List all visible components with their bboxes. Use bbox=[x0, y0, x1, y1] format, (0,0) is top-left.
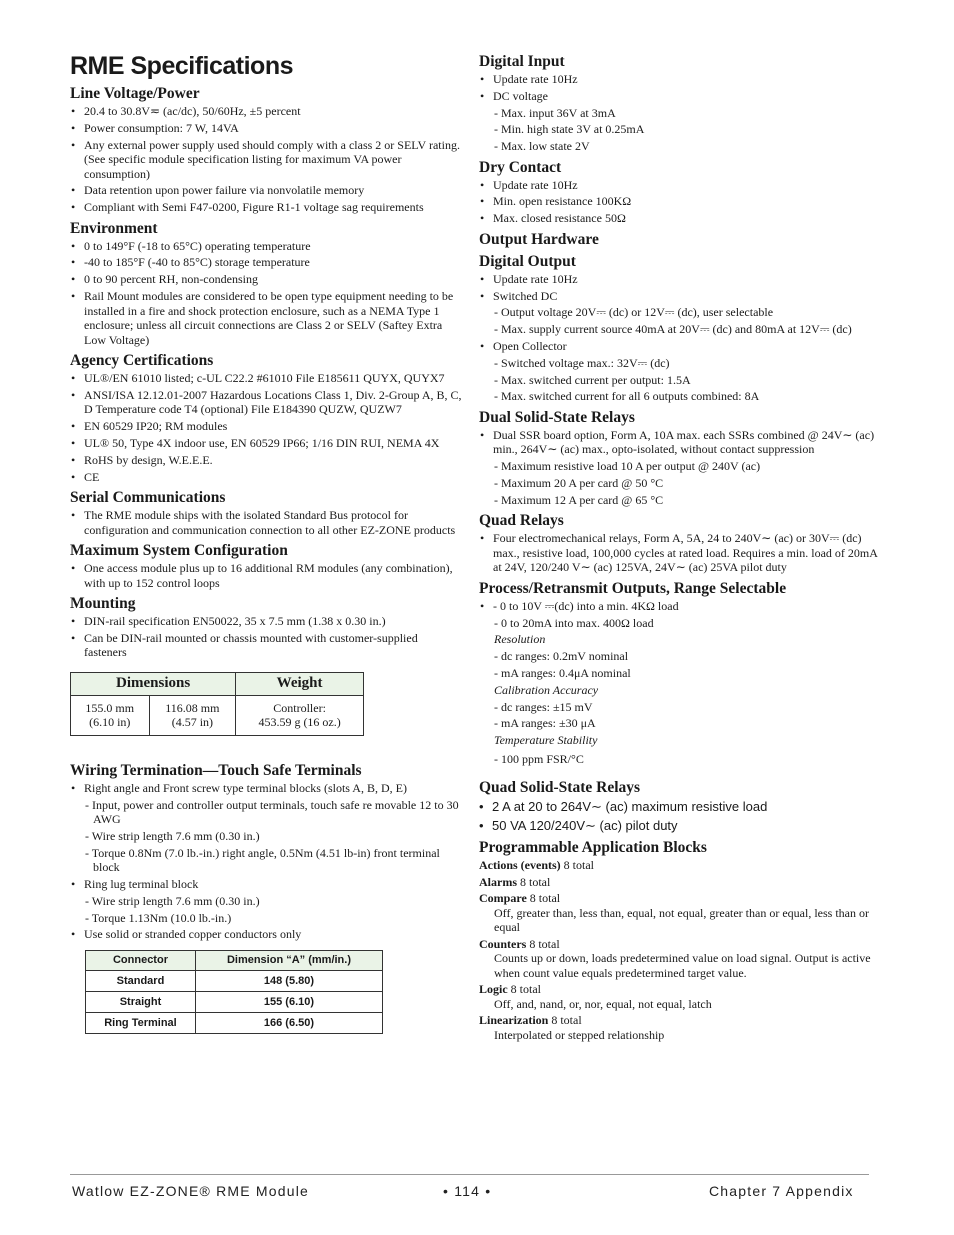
list-item: • Data retention upon power failure via nonvolatile memory bbox=[70, 183, 462, 198]
term-value: 8 total bbox=[517, 874, 551, 889]
sub-item: - Max. input 36V at 3mA bbox=[494, 105, 616, 120]
agency-list bbox=[70, 371, 462, 484]
sub-item: - Maximum resistive load 10 A per output @ 240V (ac) bbox=[494, 459, 761, 474]
sub-item: - mA ranges: ±30 μA bbox=[494, 716, 596, 731]
table-cell: Standard bbox=[86, 970, 196, 991]
dimension-cell: 155.0 mm (6.10 in) bbox=[71, 695, 150, 735]
pab-compare bbox=[479, 891, 879, 935]
list-item: • Can be DIN-rail mounted or chassis mounted with customer-supplied fasteners bbox=[70, 631, 462, 660]
list-item: • 0 to 90 percent RH, non-condensing bbox=[70, 272, 462, 287]
list-item: • One access module plus up to 16 additional RM modules (any combination), with up to 152 control loops bbox=[70, 561, 462, 590]
list-item: • EN 60529 IP20; RM modules bbox=[70, 419, 462, 434]
page-title: RME Specifications bbox=[70, 52, 293, 80]
output-hardware-heading: Output Hardware bbox=[479, 230, 599, 248]
term-value: 8 total bbox=[526, 936, 560, 951]
pab-list bbox=[479, 858, 879, 1042]
right-column bbox=[479, 52, 879, 1044]
term: Actions (events) bbox=[479, 858, 561, 873]
term-description: Interpolated or stepped relationship bbox=[494, 1027, 665, 1042]
list-item: • Power consumption: 7 W, 14VA bbox=[70, 121, 462, 136]
quad-relays-heading: Quad Relays bbox=[479, 512, 564, 530]
list-item: • UL® 50, Type 4X indoor use, EN 60529 IP66; 1/16 DIN RUI, NEMA 4X bbox=[70, 436, 462, 451]
list-item: • 2 A at 20 to 264V∼ (ac) maximum resistive load bbox=[479, 798, 879, 815]
temperature-label: Temperature Stability bbox=[494, 733, 598, 748]
term-value: 8 total bbox=[548, 1013, 582, 1028]
dimension-cell: 116.08 mm (4.57 in) bbox=[149, 695, 236, 735]
max-config-list bbox=[70, 561, 462, 590]
dry-contact-heading: Dry Contact bbox=[479, 158, 562, 176]
term-value: 8 total bbox=[560, 858, 594, 873]
list-item: • Open Collector bbox=[479, 339, 879, 354]
footer-divider bbox=[70, 1174, 869, 1175]
sub-item: - Output voltage 20V⎓ (dc) or 12V⎓ (dc), user selectable bbox=[494, 305, 774, 320]
term-description: Off, and, nand, or, nor, equal, not equal, latch bbox=[494, 996, 712, 1011]
calibration-label: Calibration Accuracy bbox=[494, 682, 599, 697]
list-item: • Ring lug terminal block bbox=[70, 877, 462, 892]
digital-input-heading: Digital Input bbox=[479, 53, 565, 70]
dimensions-table bbox=[70, 672, 364, 736]
list-item: • 20.4 to 30.8V≂ (ac/dc), 50/60Hz, ±5 percent bbox=[70, 104, 462, 119]
digital-output-heading: Digital Output bbox=[479, 252, 576, 270]
list-item: • Compliant with Semi F47-0200, Figure R1-1 voltage sag requirements bbox=[70, 200, 462, 215]
list-item: • Update rate 10Hz bbox=[479, 178, 879, 193]
pab-alarms bbox=[479, 875, 879, 890]
agency-heading: Agency Certifications bbox=[70, 352, 214, 370]
left-column bbox=[70, 52, 462, 1034]
pab-actions bbox=[479, 858, 879, 873]
sub-item: - Max. supply current source 40mA at 20V⎓ (dc) and 80mA at 12V⎓ (dc) bbox=[494, 322, 852, 337]
process-outputs-heading: Process/Retransmit Outputs, Range Selectable bbox=[479, 579, 787, 597]
term: Logic bbox=[479, 982, 508, 997]
term-description: Off, greater than, less than, equal, not equal, greater than or equal, less than or equal bbox=[494, 905, 869, 935]
sub-item: - Wire strip length 7.6 mm (0.30 in.) bbox=[85, 893, 260, 908]
environment-list bbox=[70, 239, 462, 347]
sub-item: - Torque 1.13Nm (10.0 lb.-in.) bbox=[85, 910, 232, 925]
sub-item: - 100 ppm FSR/°C bbox=[494, 751, 584, 766]
connector-header: Connector bbox=[86, 950, 196, 970]
table-row bbox=[86, 970, 383, 991]
sub-item: - Wire strip length 7.6 mm (0.30 in.) bbox=[85, 828, 260, 843]
dry-contact-list bbox=[479, 178, 879, 226]
list-item: • DC voltage bbox=[479, 89, 879, 104]
list-item: • Four electromechanical relays, Form A, 5A, 24 to 240V∼ (ac) or 30V⎓ (dc) max., resistive load, 100,000 cycles at rated load. Requires a min. load of 20mA at 24V, 120/240 V∼ (ac) 125VA, 24V∼ (ac) 25VA pilot duty bbox=[479, 531, 879, 575]
term: Counters bbox=[479, 936, 527, 951]
serial-heading: Serial Communications bbox=[70, 489, 226, 507]
table-cell: Straight bbox=[86, 991, 196, 1012]
list-item: • 50 VA 120/240V∼ (ac) pilot duty bbox=[479, 817, 879, 834]
dimension-a-header: Dimension “A” (mm/in.) bbox=[195, 950, 382, 970]
process-outputs-list bbox=[479, 599, 879, 766]
sub-item: - Max. switched current for all 6 outputs combined: 8A bbox=[494, 389, 760, 404]
table-cell: 166 (6.50) bbox=[195, 1012, 382, 1033]
weight-cell: Controller: 453.59 g (16 oz.) bbox=[236, 695, 364, 735]
sub-item: - Max. low state 2V bbox=[494, 139, 590, 154]
sub-item: - Maximum 20 A per card @ 50 °C bbox=[494, 475, 664, 490]
term-value: 8 total bbox=[507, 982, 541, 997]
list-item: • Update rate 10Hz bbox=[479, 272, 879, 287]
list-item: • RoHS by design, W.E.E.E. bbox=[70, 453, 462, 468]
list-item: • Dual SSR board option, Form A, 10A max. each SSRs combined @ 24V∼ (ac) min., 264V∼ (ac) max., opto-isolated, without contact suppression bbox=[479, 428, 879, 457]
term: Linearization bbox=[479, 1013, 549, 1028]
quad-ssr-list bbox=[479, 798, 879, 834]
list-item: • Min. open resistance 100KΩ bbox=[479, 194, 879, 209]
quad-relays-list bbox=[479, 531, 879, 575]
list-item: • The RME module ships with the isolated Standard Bus protocol for configuration and communication connection to all other EZ-ZONE products bbox=[70, 508, 462, 537]
footer-product: Watlow EZ-ZONE® RME Module bbox=[72, 1183, 310, 1199]
list-item: • Right angle and Front screw type terminal blocks (slots A, B, D, E) bbox=[70, 781, 462, 796]
list-item: • - 0 to 10V ⎓(dc) into a min. 4KΩ load bbox=[479, 599, 879, 614]
sub-item: - dc ranges: ±15 mV bbox=[494, 699, 593, 714]
digital-output-list bbox=[479, 272, 879, 404]
list-item: • 0 to 149°F (-18 to 65°C) operating temperature bbox=[70, 239, 462, 254]
table-row bbox=[86, 991, 383, 1012]
list-item: • Use solid or stranded copper conductors only bbox=[70, 927, 462, 942]
sub-item: - Torque 0.8Nm (7.0 lb.-in.) right angle, 0.5Nm (4.51 lb-in) front terminal block bbox=[85, 845, 440, 875]
sub-item: - dc ranges: 0.2mV nominal bbox=[494, 649, 629, 664]
pab-linearization bbox=[479, 1013, 879, 1042]
footer-chapter: Chapter 7 Appendix bbox=[709, 1183, 854, 1199]
sub-item: - 0 to 20mA into max. 400Ω load bbox=[494, 615, 654, 630]
max-config-heading: Maximum System Configuration bbox=[70, 542, 288, 560]
page-number: • 114 • bbox=[443, 1183, 492, 1199]
line-voltage-heading: Line Voltage/Power bbox=[70, 85, 200, 102]
sub-item: - Input, power and controller output terminals, touch safe re movable 12 to 30 AWG bbox=[85, 797, 459, 827]
list-item: • Any external power supply used should comply with a class 2 or SELV rating. (See specific module specification listing for maximum VA power consumption) bbox=[70, 138, 462, 182]
term-description: Counts up or down, loads predetermined value on load signal. Output is active when count value equals predetermined target value. bbox=[494, 951, 871, 980]
serial-list bbox=[70, 508, 462, 537]
digital-input-list bbox=[479, 72, 879, 154]
wiring-heading: Wiring Termination—Touch Safe Terminals bbox=[70, 761, 362, 779]
mounting-heading: Mounting bbox=[70, 595, 136, 613]
mounting-list bbox=[70, 614, 462, 660]
term: Compare bbox=[479, 891, 527, 906]
list-item: • -40 to 185°F (-40 to 85°C) storage temperature bbox=[70, 255, 462, 270]
resolution-label: Resolution bbox=[494, 632, 546, 647]
pab-heading: Programmable Application Blocks bbox=[479, 839, 707, 857]
list-item: • Switched DC bbox=[479, 289, 879, 304]
sub-item: - Switched voltage max.: 32V⎓ (dc) bbox=[494, 355, 670, 370]
line-voltage-list bbox=[70, 104, 462, 215]
list-item: • DIN-rail specification EN50022, 35 x 7.5 mm (1.38 x 0.30 in.) bbox=[70, 614, 462, 629]
pab-counters bbox=[479, 937, 879, 981]
table-row bbox=[86, 1012, 383, 1033]
dual-ssr-list bbox=[479, 428, 879, 507]
sub-item: - Maximum 12 A per card @ 65 °C bbox=[494, 492, 664, 507]
pab-logic bbox=[479, 982, 879, 1011]
table-cell: Ring Terminal bbox=[86, 1012, 196, 1033]
list-item: • Update rate 10Hz bbox=[479, 72, 879, 87]
list-item: • UL®/EN 61010 listed; c-UL C22.2 #61010 File E185611 QUYX, QUYX7 bbox=[70, 371, 462, 386]
sub-item: - mA ranges: 0.4μA nominal bbox=[494, 665, 631, 680]
list-item: • ANSI/ISA 12.12.01-2007 Hazardous Locations Class 1, Div. 2-Group A, B, C, D Temperature code T4 (optional) File E184390 QUZW, QUZW7 bbox=[70, 388, 462, 417]
environment-heading: Environment bbox=[70, 219, 158, 237]
dual-ssr-heading: Dual Solid-State Relays bbox=[479, 408, 635, 426]
term: Alarms bbox=[479, 874, 517, 889]
table-cell: 155 (6.10) bbox=[195, 991, 382, 1012]
weight-header: Weight bbox=[236, 672, 364, 695]
list-item: • CE bbox=[70, 470, 462, 485]
list-item: • Rail Mount modules are considered to be open type equipment needing to be installed in a fire and shock protection enclosure, such as a NEMA Type 1 enclosure; unless all circuit connections are Class 2 or SELV (Saftey Extra Low Voltage) bbox=[70, 289, 462, 347]
dimensions-header: Dimensions bbox=[71, 672, 236, 695]
table-cell: 148 (5.80) bbox=[195, 970, 382, 991]
term-value: 8 total bbox=[526, 891, 561, 906]
connector-table bbox=[85, 950, 383, 1034]
sub-item: - Min. high state 3V at 0.25mA bbox=[494, 122, 645, 137]
sub-item: - Max. switched current per output: 1.5A bbox=[494, 372, 691, 387]
wiring-list bbox=[70, 781, 462, 942]
list-item: • Max. closed resistance 50Ω bbox=[479, 211, 879, 226]
quad-ssr-heading: Quad Solid-State Relays bbox=[479, 779, 641, 797]
